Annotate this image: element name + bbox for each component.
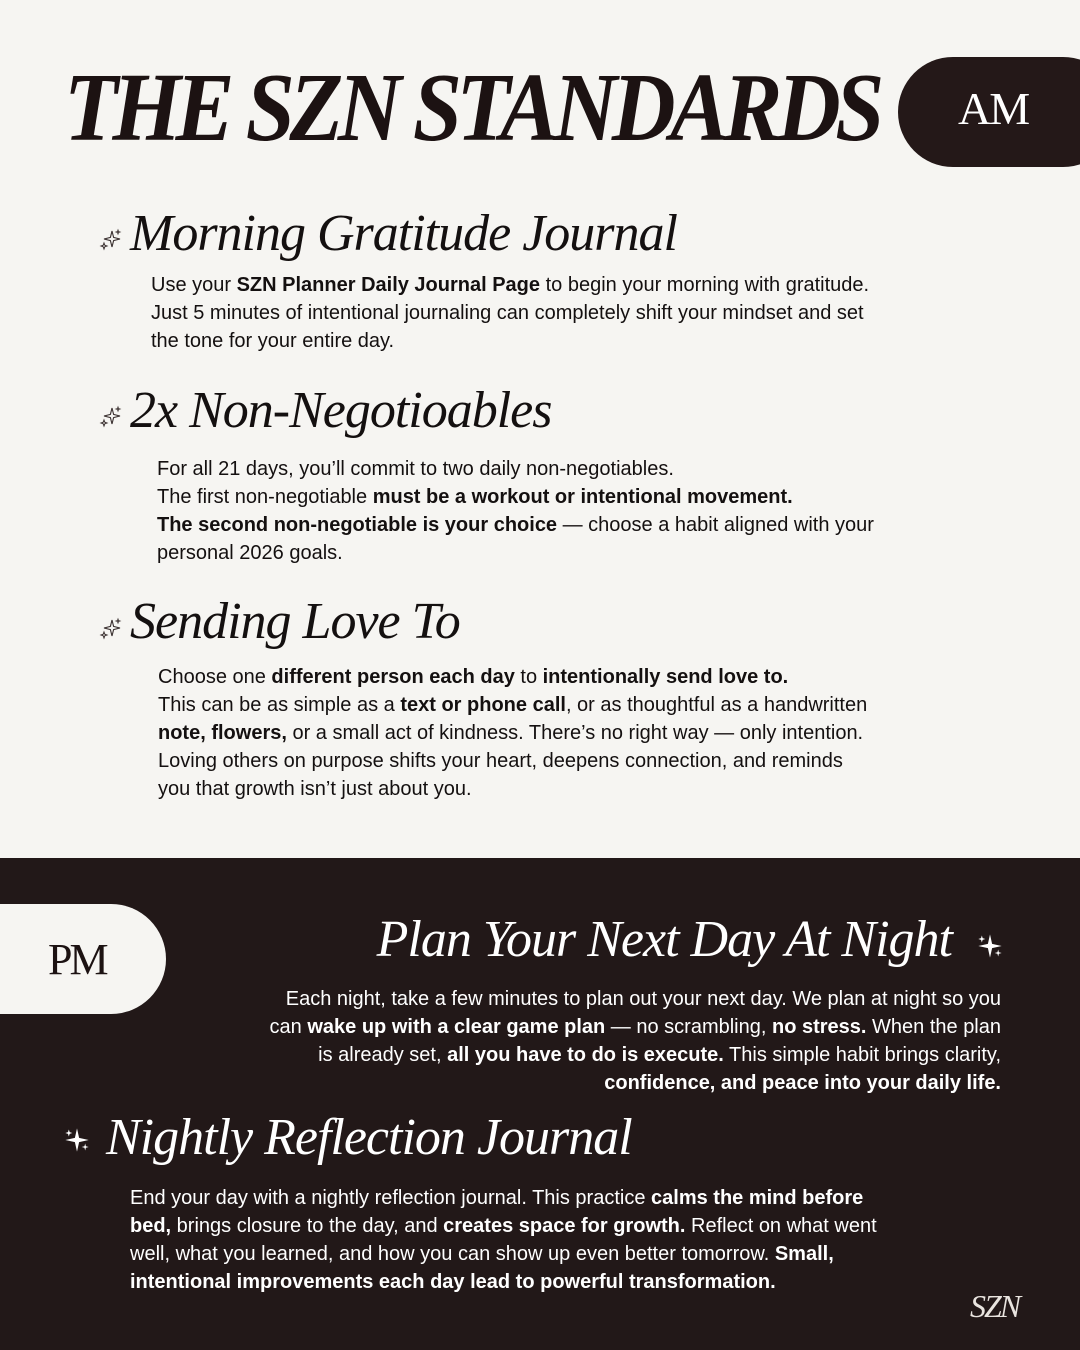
body-text: Each night, take a few minutes to plan out your next day. We plan at night so you xyxy=(285,988,1001,1010)
body-text: — choose a habit aligned with your xyxy=(557,514,874,536)
body-text: — no scrambling, xyxy=(605,1016,772,1038)
section-body-plan-next-day xyxy=(270,985,1001,1097)
body-text: The first non-negotiable xyxy=(157,486,373,508)
body-text: to begin your morning with gratitude. xyxy=(540,274,870,296)
body-text: is already set, xyxy=(318,1044,448,1066)
section-heading-morning-gratitude: Morning Gratitude Journal xyxy=(130,205,677,262)
text-line xyxy=(157,455,874,483)
body-text: End your day with a nightly reflection journal. This practice xyxy=(130,1187,652,1209)
bold-text: must be a workout or intentional movement. xyxy=(372,486,793,508)
bold-text: intentionally send love to. xyxy=(542,666,789,688)
body-text: Loving others on purpose shifts your heart, deepens connection, and reminds xyxy=(158,750,843,772)
text-line xyxy=(158,663,867,691)
text-line xyxy=(158,719,867,747)
bold-text: bed, xyxy=(130,1215,172,1237)
body-text: For all 21 days, you’ll commit to two daily non-negotiables. xyxy=(157,458,674,480)
text-line xyxy=(158,747,867,775)
text-line xyxy=(157,511,874,539)
body-text: When the plan xyxy=(866,1016,1001,1038)
text-line xyxy=(151,299,869,327)
bold-text: intentional improvements each day lead to powerful transformation. xyxy=(130,1271,776,1293)
body-text: the tone for your entire day. xyxy=(151,330,395,352)
section-heading-plan-next-day: Plan Your Next Day At Night xyxy=(376,911,952,968)
body-text: , or as thoughtful as a handwritten xyxy=(565,694,868,716)
text-line xyxy=(270,1041,1001,1069)
sparkle-filled-icon xyxy=(976,932,1004,960)
body-text: Choose one xyxy=(158,666,272,688)
bold-text: all you have to do is execute. xyxy=(447,1044,724,1066)
section-heading-nightly-reflection: Nightly Reflection Journal xyxy=(106,1109,632,1166)
bold-text: Small, xyxy=(774,1243,834,1265)
pm-badge xyxy=(0,904,166,1014)
body-text: Reflect on what went xyxy=(685,1215,877,1237)
section-heading-sending-love: Sending Love To xyxy=(130,593,460,650)
section-body-sending-love xyxy=(158,663,867,803)
body-text: you that growth isn’t just about you. xyxy=(158,778,472,800)
section-body-non-negotiables xyxy=(157,455,874,567)
body-text: This simple habit brings clarity, xyxy=(723,1044,1001,1066)
text-line xyxy=(151,327,869,355)
section-body-morning-gratitude xyxy=(151,271,869,355)
body-text: can xyxy=(269,1016,308,1038)
sparkle-outline-icon xyxy=(99,617,123,641)
bold-text: note, flowers, xyxy=(158,722,287,744)
bold-text: different person each day xyxy=(271,666,515,688)
am-label: AM xyxy=(958,83,1029,134)
bold-text: creates space for growth. xyxy=(443,1215,686,1237)
bold-text: SZN Planner Daily Journal Page xyxy=(236,274,541,296)
text-line xyxy=(158,775,867,803)
section-body-nightly-reflection xyxy=(130,1184,877,1296)
text-line xyxy=(158,691,867,719)
szn-logo: SZN xyxy=(970,1288,1020,1324)
text-line xyxy=(130,1240,877,1268)
body-text: well, what you learned, and how you can show up even better tomorrow. xyxy=(130,1243,775,1265)
text-line xyxy=(130,1212,877,1240)
sparkle-filled-icon xyxy=(63,1126,91,1154)
pm-label: PM xyxy=(48,935,106,984)
body-text: Use your xyxy=(151,274,237,296)
bold-text: confidence, and peace into your daily life. xyxy=(604,1072,1001,1094)
body-text: This can be as simple as a xyxy=(158,694,401,716)
text-line xyxy=(270,1069,1001,1097)
bold-text: The second non-negotiable is your choice xyxy=(157,514,558,536)
bold-text: calms the mind before xyxy=(651,1187,864,1209)
bold-text: wake up with a clear game plan xyxy=(307,1016,606,1038)
bold-text: text or phone call xyxy=(400,694,566,716)
page-title: THE SZN STANDARDS xyxy=(64,54,879,162)
sparkle-outline-icon xyxy=(99,405,123,429)
text-line xyxy=(151,271,869,299)
text-line xyxy=(130,1268,877,1296)
text-line xyxy=(270,985,1001,1013)
text-line xyxy=(157,483,874,511)
body-text: Just 5 minutes of intentional journaling can completely shift your mindset and set xyxy=(151,302,864,324)
sparkle-outline-icon xyxy=(99,228,123,252)
body-text: or a small act of kindness. There’s no right way — only intention. xyxy=(286,722,864,744)
section-heading-non-negotiables: 2x Non-Negotioables xyxy=(130,382,552,439)
pm-panel xyxy=(0,858,1080,1350)
body-text: to xyxy=(514,666,543,688)
body-text: personal 2026 goals. xyxy=(157,542,343,564)
text-line xyxy=(157,539,874,567)
bold-text: no stress. xyxy=(771,1016,867,1038)
text-line xyxy=(130,1184,877,1212)
text-line xyxy=(270,1013,1001,1041)
body-text: brings closure to the day, and xyxy=(171,1215,444,1237)
am-badge xyxy=(898,57,1080,167)
